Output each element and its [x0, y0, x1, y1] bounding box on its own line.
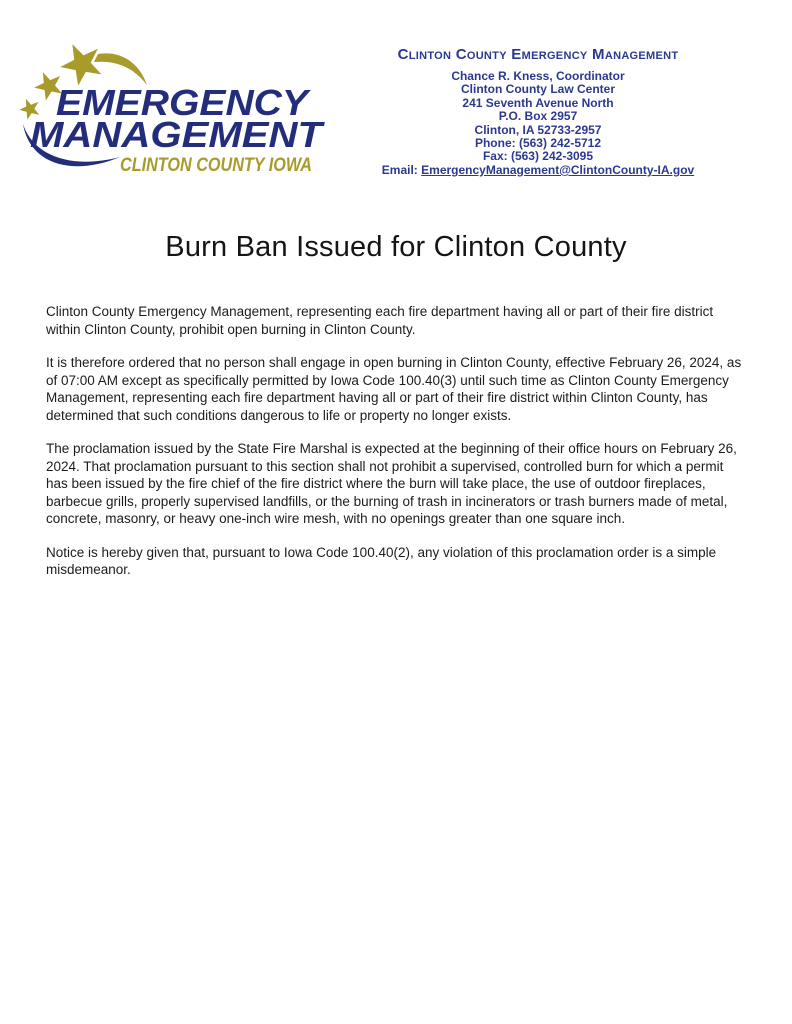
email-line — [372, 164, 704, 177]
paragraph-violation-notice: Notice is hereby given that, pursuant to Iowa Code 100.40(2), any violation of this proclamation order is a simple misdemeanor. — [46, 544, 717, 577]
logo-gold-swoosh-icon — [94, 53, 147, 85]
address-line-street: 241 Seventh Avenue North — [462, 95, 614, 110]
address-line-city-state-zip: Clinton, IA 52733-2957 — [474, 122, 602, 137]
letterhead-contact-block — [372, 46, 704, 177]
paragraph-burn-ban-order: It is therefore ordered that no person shall engage in open burning in Clinton County, effective February 26, 2024, as of 07:00 AM except as specifically permitted by Iowa Code 100.40(3) until such time as Clinton County Emergency Management, representing each fire department having all or part of their fire district within Clinton County, has determined that such conditions dangerous to life or property no longer exists. — [46, 355, 742, 423]
org-name: Clinton County Emergency Management — [397, 46, 679, 63]
paragraph-proclamation-details: The proclamation issued by the State Fire Marshal is expected at the beginning of their office hours on February 26, 2024. That proclamation pursuant to this section shall not prohibit a supervised, controlled burn for which a permit has been issued by the fire chief of the fire district where the burn will take place, the use of outdoor fireplaces, barbecue grills, properly supervised landfills, or the burning of trash in incinerators or trash burners made of metal, concrete, masonry, or heavy one-inch wire mesh, with no openings greater than one square inch. — [46, 441, 737, 526]
fax-number: Fax: (563) 242-3095 — [482, 149, 594, 164]
logo-text-management: MANAGEMENT — [30, 114, 326, 155]
logo-text-tagline: CLINTON COUNTY IOWA — [120, 155, 312, 176]
paragraph-intro: Clinton County Emergency Management, representing each fire department having all or part of their fire district within Clinton County, prohibit open burning in Clinton County. — [46, 304, 714, 337]
document-title: Burn Ban Issued for Clinton County — [165, 231, 627, 263]
document-body — [46, 303, 746, 595]
email-label: Email: — [381, 162, 422, 177]
address-line-law-center: Clinton County Law Center — [461, 82, 615, 97]
address-line-po-box: P.O. Box 2957 — [498, 109, 578, 124]
coordinator-name: Chance R. Kness, Coordinator — [451, 69, 625, 83]
emergency-management-logo — [20, 40, 350, 190]
phone-number: Phone: (563) 242-5712 — [474, 136, 602, 151]
logo-graphic — [20, 40, 350, 190]
email-link[interactable]: EmergencyManagement@ClintonCounty-IA.gov — [421, 162, 695, 177]
logo-text-emergency: EMERGENCY — [56, 82, 312, 123]
